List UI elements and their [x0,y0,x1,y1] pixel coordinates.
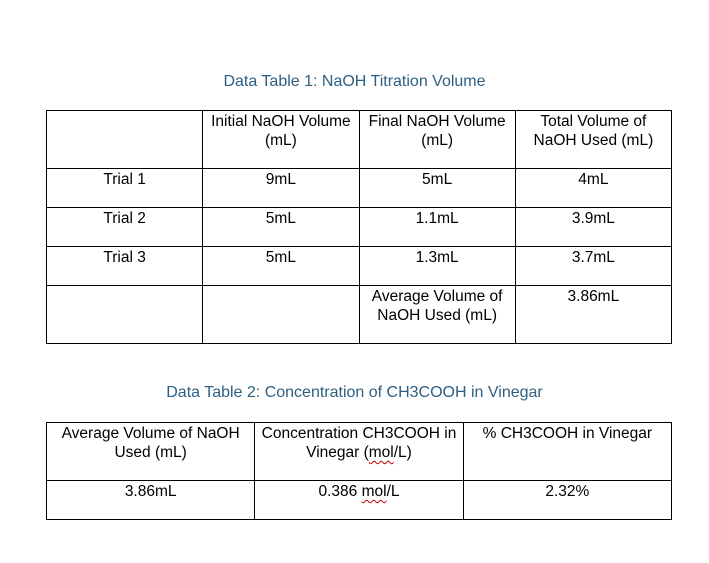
table-header-cell-initial-volume: Initial NaOH Volume (mL) [203,111,359,169]
table-cell-concentration [255,481,463,520]
table-header-cell-concentration [255,423,463,481]
table-cell-total-volume: 4mL [515,169,671,208]
table-row-average [47,286,672,344]
table-cell-empty [47,286,203,344]
concentration-value-unit: mol [361,483,387,500]
table-cell-avg-volume: 3.86mL [47,481,255,520]
table-cell-trial-label: Trial 2 [47,208,203,247]
table-row-trial-3 [47,247,672,286]
concentration-header-suffix: /L) [393,444,412,461]
concentration-value-number: 0.386 [318,483,362,500]
naoh-titration-volume-table [46,110,672,344]
table-cell-percent: 2.32% [463,481,671,520]
concentration-header-unit: mol [368,444,394,461]
table-cell-trial-label: Trial 3 [47,247,203,286]
table-cell-trial-label: Trial 1 [47,169,203,208]
table-header-row [47,111,672,169]
table-row [47,481,672,520]
table-cell-total-volume: 3.7mL [515,247,671,286]
table-cell-initial-volume: 5mL [203,247,359,286]
table-header-cell-total-volume: Total Volume of NaOH Used (mL) [515,111,671,169]
table-cell-final-volume: 1.3mL [359,247,515,286]
table-header-cell-empty [47,111,203,169]
table-cell-final-volume: 5mL [359,169,515,208]
table-cell-total-volume: 3.9mL [515,208,671,247]
table-header-cell-avg-volume: Average Volume of NaOH Used (mL) [47,423,255,481]
table-header-row [47,423,672,481]
table-cell-empty [203,286,359,344]
table-cell-average-value: 3.86mL [515,286,671,344]
table-row-trial-1 [47,169,672,208]
table-cell-initial-volume: 5mL [203,208,359,247]
vinegar-concentration-table [46,422,672,520]
concentration-value-suffix: /L [386,483,400,500]
table-row-trial-2 [47,208,672,247]
table-header-cell-percent: % CH3COOH in Vinegar [463,423,671,481]
table2-caption: Data Table 2: Concentration of CH3COOH in Vinegar [166,384,543,401]
table-cell-final-volume: 1.1mL [359,208,515,247]
concentration-header-prefix: Concentration CH3COOH in Vinegar ( [261,425,457,461]
table-cell-average-label: Average Volume of NaOH Used (mL) [359,286,515,344]
table-header-cell-final-volume: Final NaOH Volume (mL) [359,111,515,169]
table1-caption: Data Table 1: NaOH Titration Volume [223,73,486,90]
table-cell-initial-volume: 9mL [203,169,359,208]
